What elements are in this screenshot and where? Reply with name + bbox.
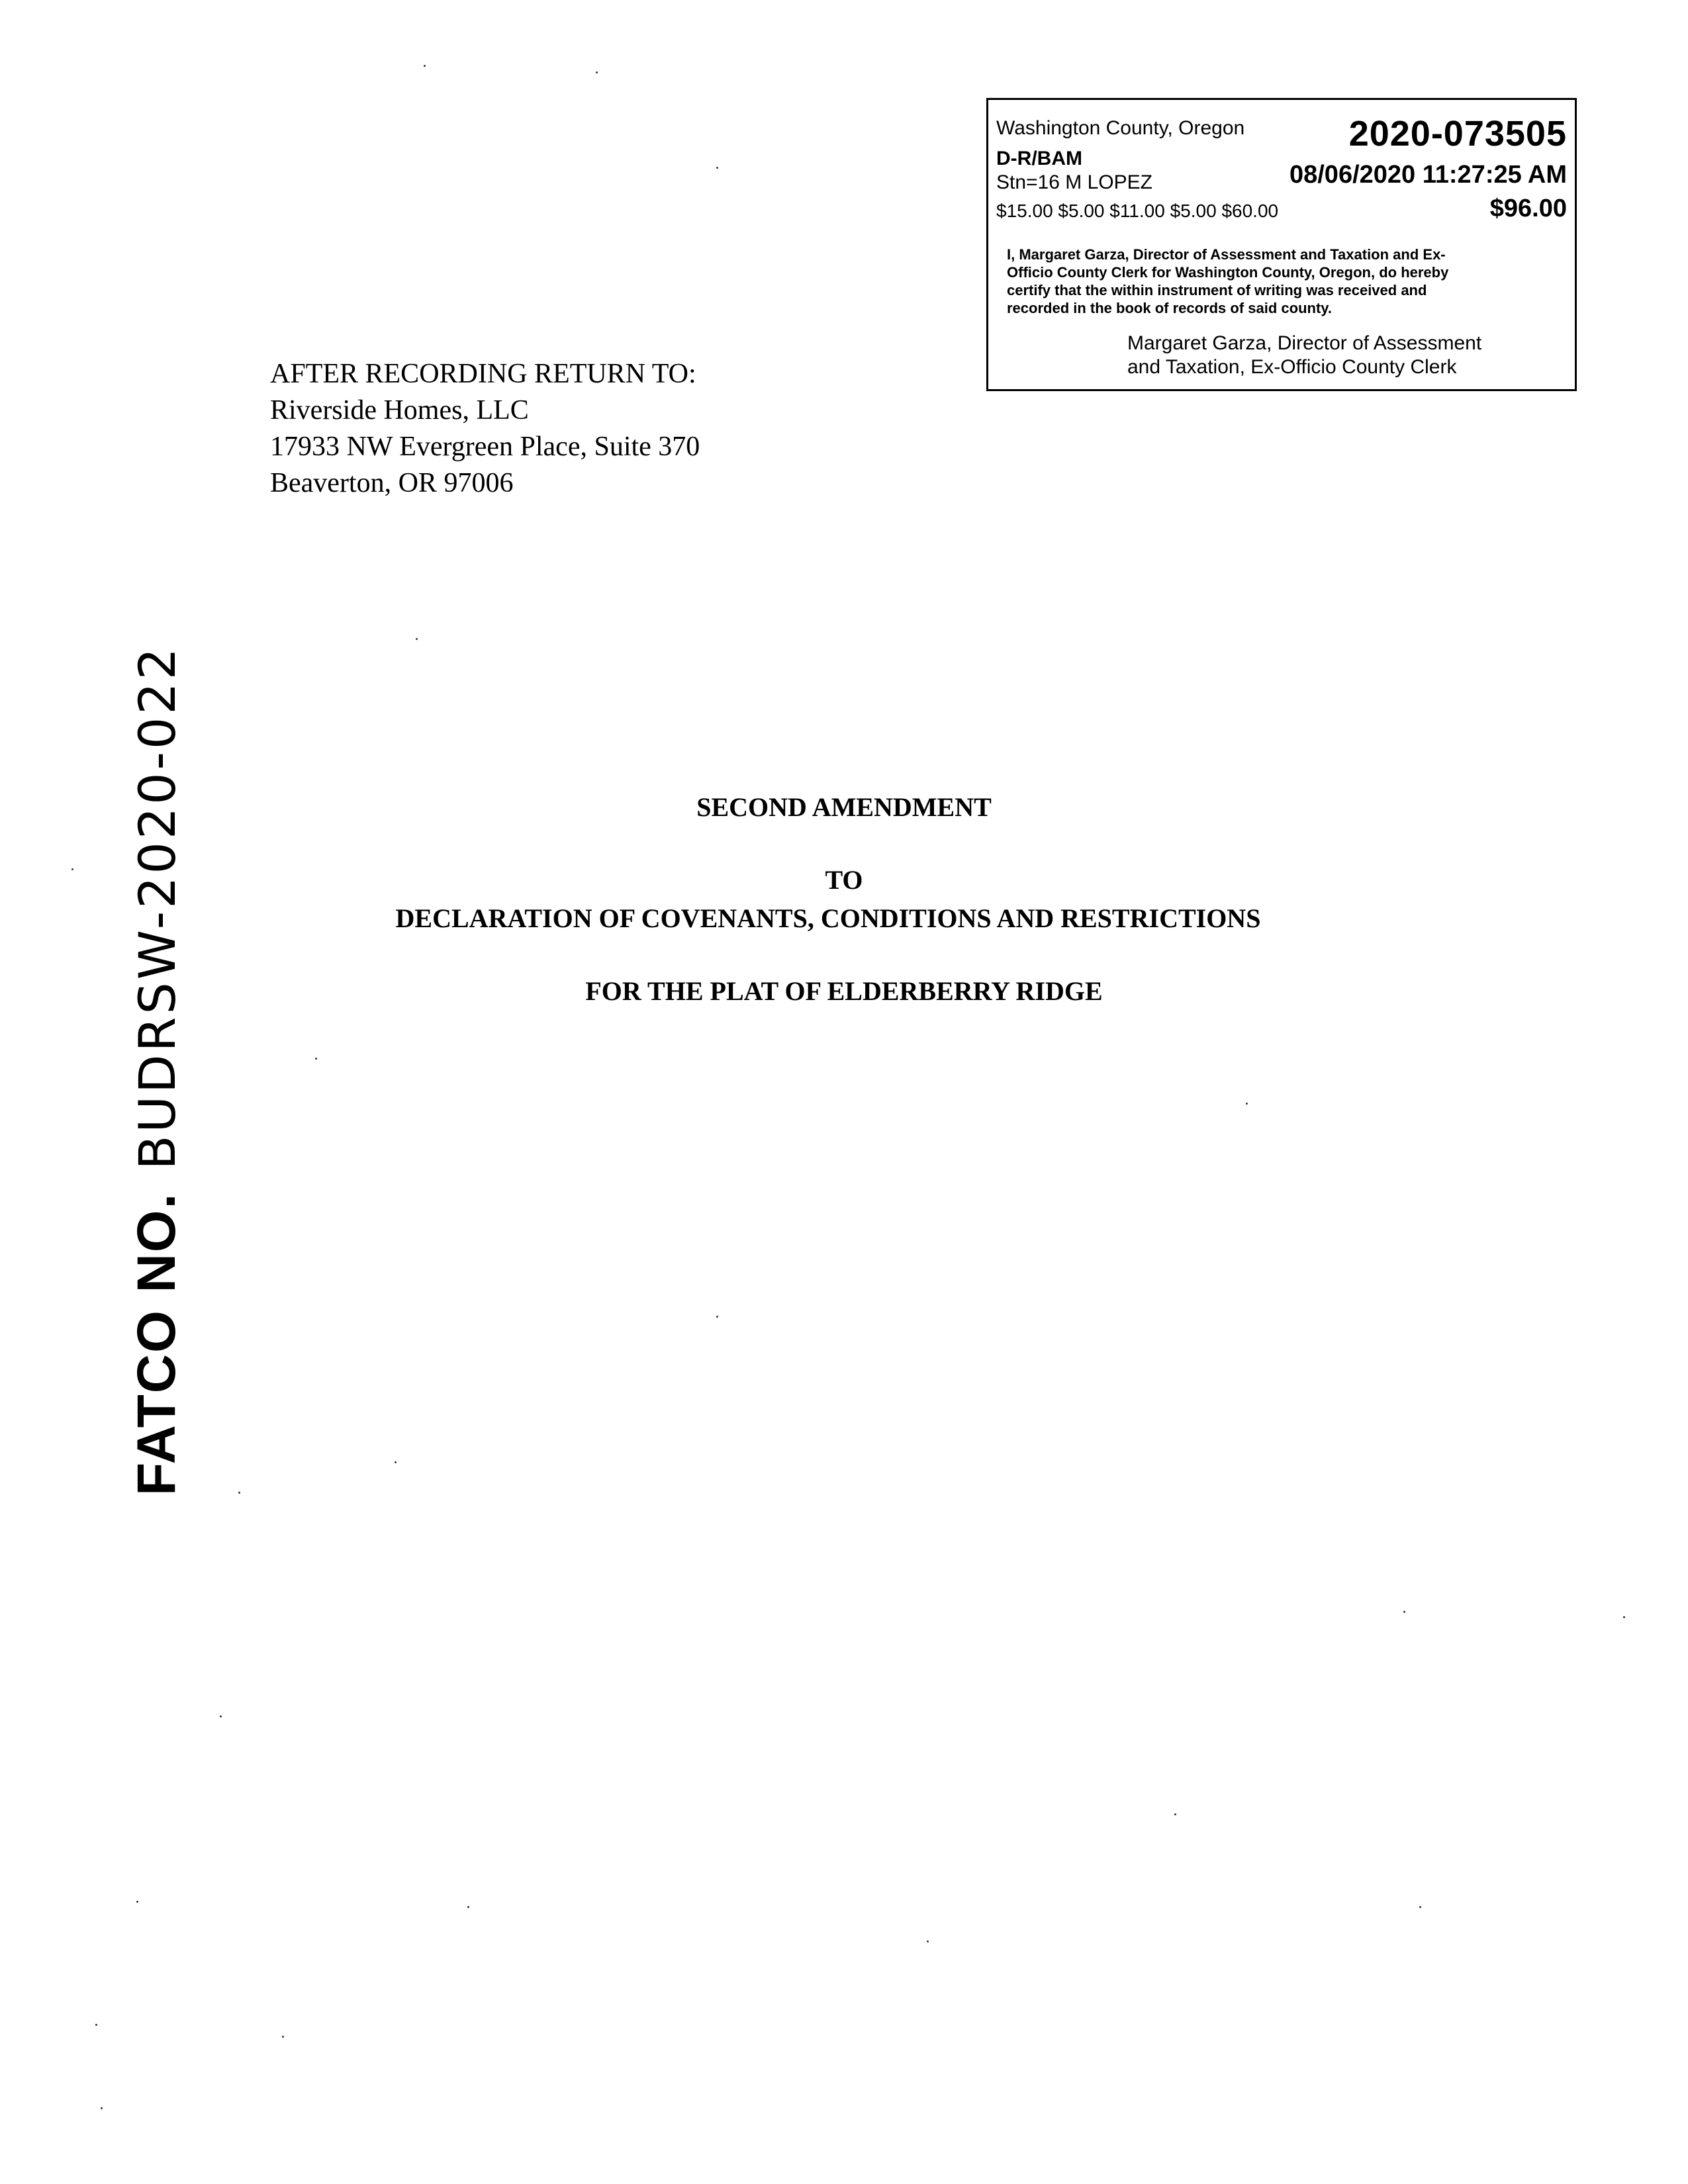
scan-speck [136,1901,138,1903]
scan-speck [395,1461,397,1463]
title-line-3: DECLARATION OF COVENANTS, CONDITIONS AND RESTRICTIONS [395,903,1261,933]
stamp-station: Stn=16 M LOPEZ [996,171,1152,193]
scan-speck [95,2024,97,2026]
stamp-certification [1007,246,1510,317]
stamp-signature [1127,332,1481,379]
return-heading: AFTER RECORDING RETURN TO: [270,359,696,389]
return-name: Riverside Homes, LLC [270,395,529,426]
stamp-document-number: 2020-073505 [1348,114,1567,154]
return-address-block [270,356,700,502]
stamp-total: $96.00 [1489,195,1567,222]
fatco-stamp [126,645,188,1496]
signature-line: and Taxation, Ex-Officio County Clerk [1127,356,1457,378]
scan-speck [101,2107,103,2109]
return-city: Beaverton, OR 97006 [270,468,514,498]
certification-line: certify that the within instrument of writing was received and [1007,282,1427,298]
title-line-2: TO [825,865,863,895]
fatco-label: FATCO NO. [126,1192,187,1496]
scan-speck [596,71,598,73]
scan-speck [1403,1611,1405,1613]
scan-speck [282,2036,284,2038]
scan-speck [220,1715,222,1717]
scan-speck [1174,1813,1176,1815]
scan-speck [424,65,426,67]
title-line-1: SECOND AMENDMENT [696,792,992,822]
certification-line: Officio County Clerk for Washington County, Oregon, do hereby [1007,264,1449,281]
stamp-county: Washington County, Oregon [996,117,1245,139]
return-street: 17933 NW Evergreen Place, Suite 370 [270,432,700,462]
stamp-code: D-R/BAM [996,148,1082,169]
scan-speck [716,167,718,169]
scan-speck [467,1906,469,1908]
scan-speck [716,1316,718,1318]
certification-line: recorded in the book of records of said county. [1007,300,1332,316]
stamp-datetime: 08/06/2020 11:27:25 AM [1289,161,1567,189]
scan-speck [71,868,73,870]
fatco-handwritten-number: BUDRSW-2020-022 [128,645,187,1170]
scan-speck [1246,1103,1248,1105]
title-line-4: FOR THE PLAT OF ELDERBERRY RIDGE [585,976,1103,1006]
signature-line: Margaret Garza, Director of Assessment [1127,332,1482,354]
stamp-fees: $15.00 $5.00 $11.00 $5.00 $60.00 [996,201,1279,221]
certification-line: I, Margaret Garza, Director of Assessment and Taxation and Ex- [1007,246,1446,263]
scan-speck [1419,1906,1421,1908]
scan-speck [1623,1616,1625,1618]
recording-stamp [986,98,1577,391]
scan-speck [315,1058,317,1060]
scan-speck [927,1940,929,1942]
scan-speck [416,638,418,640]
scan-speck [238,1492,240,1494]
